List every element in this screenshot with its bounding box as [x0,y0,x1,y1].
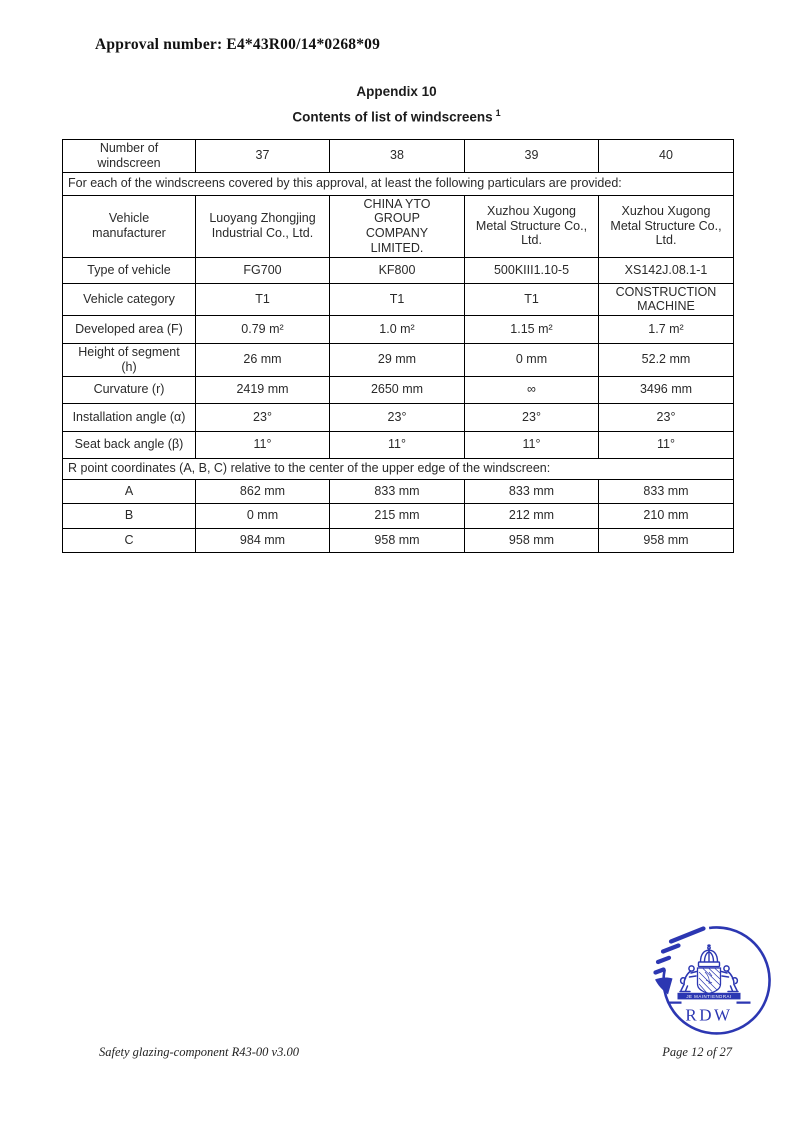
table-cell: 2419 mm [196,376,330,403]
table-cell: Xuzhou Xugong Metal Structure Co., Ltd. [465,195,599,257]
table-cell: 0 mm [196,503,330,528]
table-cell: 500KIII1.10-5 [465,257,599,283]
table-cell: 958 mm [330,528,465,552]
lion-left-icon [680,966,697,992]
table-cell: 1.15 m² [465,316,599,344]
table-row [63,316,734,344]
table-cell: XS142J.08.1-1 [599,257,734,283]
table-row [63,431,734,458]
table-cell: 958 mm [599,528,734,552]
row-label-cell: B [63,503,196,528]
table-cell: T1 [330,283,465,316]
table-cell: 38 [330,140,465,173]
table-cell: T1 [196,283,330,316]
table-row [63,344,734,377]
table-cell: 958 mm [465,528,599,552]
row-label-cell: Vehicle manufacturer [63,195,196,257]
table-cell: 833 mm [599,479,734,503]
shield-icon [698,968,721,994]
approval-number: Approval number: E4*43R00/14*0268*09 [95,36,381,53]
table-cell: 11° [196,431,330,458]
table-row [63,257,734,283]
table-cell: 1.0 m² [330,316,465,344]
table-cell: 11° [465,431,599,458]
stamp-motto: JE MAINTIENDRAI [686,994,732,999]
table-row [63,403,734,431]
table-cell: 2650 mm [330,376,465,403]
table-cell: 23° [599,403,734,431]
table-cell: CHINA YTO GROUP COMPANY LIMITED. [330,195,465,257]
table-cell: 52.2 mm [599,344,734,377]
table-row [63,172,734,195]
table-cell: 215 mm [330,503,465,528]
rdw-stamp [651,920,787,1048]
table-cell: 984 mm [196,528,330,552]
row-label-cell: Installation angle (α) [63,403,196,431]
full-width-cell: R point coordinates (A, B, C) relative to the center of the upper edge of the windscreen: [63,458,734,479]
table-cell: 40 [599,140,734,173]
table-cell: KF800 [330,257,465,283]
row-label-cell: C [63,528,196,552]
table-cell: Xuzhou Xugong Metal Structure Co., Ltd. [599,195,734,257]
lion-right-icon [722,966,739,992]
table-cell: 11° [330,431,465,458]
row-label-cell: Type of vehicle [63,257,196,283]
table-cell: 3496 mm [599,376,734,403]
row-label-cell: Height of segment (h) [63,344,196,377]
table-cell: 29 mm [330,344,465,377]
table-cell: 37 [196,140,330,173]
table-cell: 11° [599,431,734,458]
table-row [63,195,734,257]
table-cell: 23° [330,403,465,431]
table-cell: 39 [465,140,599,173]
contents-title: Contents of list of windscreens $^1$ [292,108,501,125]
appendix-title: Appendix 10 [356,84,437,99]
table-row [63,283,734,316]
windscreens-table [62,139,734,553]
table-cell: 23° [196,403,330,431]
row-label-cell: Seat back angle (β) [63,431,196,458]
table-row [63,458,734,479]
row-label-cell: Developed area (F) [63,316,196,344]
table-cell: 0.79 m² [196,316,330,344]
table-cell: 26 mm [196,344,330,377]
stamp-speed-lines [656,929,704,973]
row-label-cell: A [63,479,196,503]
table-cell: 212 mm [465,503,599,528]
table-cell: T1 [465,283,599,316]
footer-page-number: Page 12 of 27 [662,1045,732,1059]
table-cell: 1.7 m² [599,316,734,344]
table-row [63,140,734,173]
table-cell: Luoyang Zhongjing Industrial Co., Ltd. [196,195,330,257]
table-cell: 862 mm [196,479,330,503]
footnote-marker: 1 [495,108,501,118]
table-cell: 23° [465,403,599,431]
table-cell: 0 mm [465,344,599,377]
table-cell: FG700 [196,257,330,283]
table-row [63,528,734,552]
titles [0,84,793,125]
table-cell: 833 mm [465,479,599,503]
table-cell: 833 mm [330,479,465,503]
table-cell: ∞ [465,376,599,403]
table-cell: 210 mm [599,503,734,528]
row-label-cell: Curvature (r) [63,376,196,403]
table-cell: CONSTRUCTION MACHINE [599,283,734,316]
table-row [63,503,734,528]
crown-icon [699,944,720,966]
table-row [63,479,734,503]
footer-document-ref: Safety glazing-component R43-00 v3.00 [99,1045,299,1059]
stamp-org: RDW [685,1005,733,1025]
full-width-cell: For each of the windscreens covered by this approval, at least the following particulars are provided: [63,172,734,195]
rdw-stamp-icon [651,920,787,1048]
row-label-cell: Vehicle category [63,283,196,316]
row-label-cell: Number of windscreen [63,140,196,173]
table-row [63,376,734,403]
